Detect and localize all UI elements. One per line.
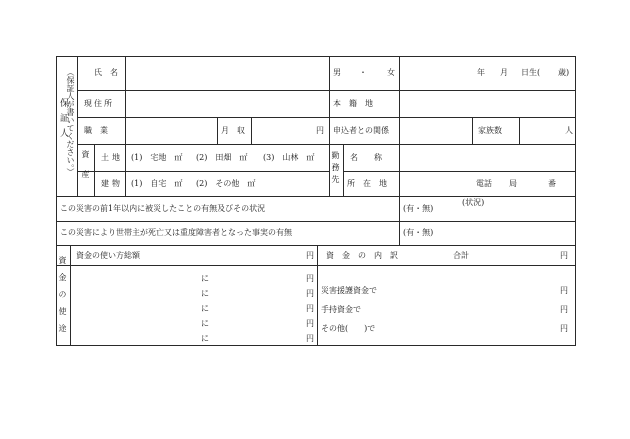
name-field[interactable] — [126, 57, 328, 89]
birth-day-label: 日生( — [521, 68, 541, 77]
occupation-label: 職 業 — [84, 126, 108, 135]
assets-label: 資産 — [81, 150, 90, 190]
station-label: 局 — [509, 179, 517, 188]
building-label: 建物 — [101, 179, 123, 188]
usage-amount-label: 資金の使い方総額 — [76, 251, 140, 260]
birth-month-label: 月 — [500, 68, 508, 77]
gender-dot: ・ — [359, 68, 367, 77]
gender-male[interactable]: 男 — [333, 68, 341, 77]
usage-yen-4: 円 — [306, 319, 314, 328]
guarantor-note: （保証人が書いてください。） — [66, 68, 75, 176]
honseki-field[interactable] — [400, 91, 574, 116]
fund-item-1: 災害援護資金で — [321, 286, 377, 295]
workplace-label: 勤務先 — [331, 151, 340, 187]
usage-ni-4: に — [201, 319, 209, 328]
name-label: 氏 名 — [94, 68, 118, 77]
usage-ni-1: に — [201, 274, 209, 283]
honseki-label: 本 籍 地 — [333, 99, 373, 108]
land-item-2[interactable]: (2) 田畑 ㎡ — [196, 153, 248, 162]
birth-year-label: 年 — [477, 68, 485, 77]
workplace-location-label: 所 在 地 — [347, 179, 387, 188]
land-item-3[interactable]: (3) 山林 ㎡ — [263, 153, 315, 162]
usage-ni-5: に — [201, 334, 209, 343]
fund-item-3: その他( )で — [321, 324, 376, 333]
disaster-q2: この災害により世帯主が死亡又は重度障害者となった事実の有無 — [60, 228, 292, 237]
usage-ni-2: に — [201, 289, 209, 298]
fund-item-2-yen: 円 — [560, 305, 568, 314]
monthly-income-label: 月 収 — [221, 126, 245, 135]
building-item-1[interactable]: (1) 自宅 ㎡ — [131, 179, 183, 188]
persons-label: 人 — [565, 126, 573, 135]
usage-yen-5: 円 — [306, 334, 314, 343]
disaster-q2-answer[interactable]: (有・無) — [403, 228, 434, 237]
usage-amount-yen: 円 — [306, 251, 314, 260]
income-yen: 円 — [316, 126, 324, 135]
funds-label: 資金の使途 — [58, 256, 67, 341]
fund-item-1-yen: 円 — [560, 286, 568, 295]
breakdown-label: 資 金 の 内 訳 — [326, 251, 398, 260]
disaster-q1-status: (状況) — [462, 198, 485, 207]
guarantor-label: 保証人 — [58, 98, 68, 143]
fund-item-2: 手持資金で — [321, 305, 361, 314]
usage-yen-2: 円 — [306, 289, 314, 298]
building-item-2[interactable]: (2) その他 ㎡ — [196, 179, 256, 188]
land-label: 土地 — [101, 153, 123, 162]
age-label: 歳) — [558, 68, 570, 77]
usage-yen-3: 円 — [306, 304, 314, 313]
address-field[interactable] — [126, 91, 328, 116]
workplace-name-label: 名 称 — [350, 153, 382, 162]
number-label: 番 — [548, 179, 556, 188]
disaster-q1-answer[interactable]: (有・無) — [403, 204, 434, 213]
land-item-1[interactable]: (1) 宅地 ㎡ — [131, 153, 183, 162]
workplace-name-field[interactable] — [400, 145, 574, 170]
occupation-field[interactable] — [126, 118, 216, 143]
family-count-label: 家族数 — [478, 126, 502, 135]
address-label: 現住所 — [84, 99, 114, 108]
total-label: 合計 — [453, 251, 469, 260]
gender-female[interactable]: 女 — [387, 68, 395, 77]
total-yen: 円 — [560, 251, 568, 260]
phone-label: 電話 — [476, 179, 492, 188]
disaster-q1: この災害の前1年以内に被災したことの有無及びその状況 — [60, 204, 266, 213]
relation-label: 申込者との関係 — [333, 126, 389, 135]
usage-yen-1: 円 — [306, 274, 314, 283]
usage-ni-3: に — [201, 304, 209, 313]
fund-item-3-yen: 円 — [560, 324, 568, 333]
